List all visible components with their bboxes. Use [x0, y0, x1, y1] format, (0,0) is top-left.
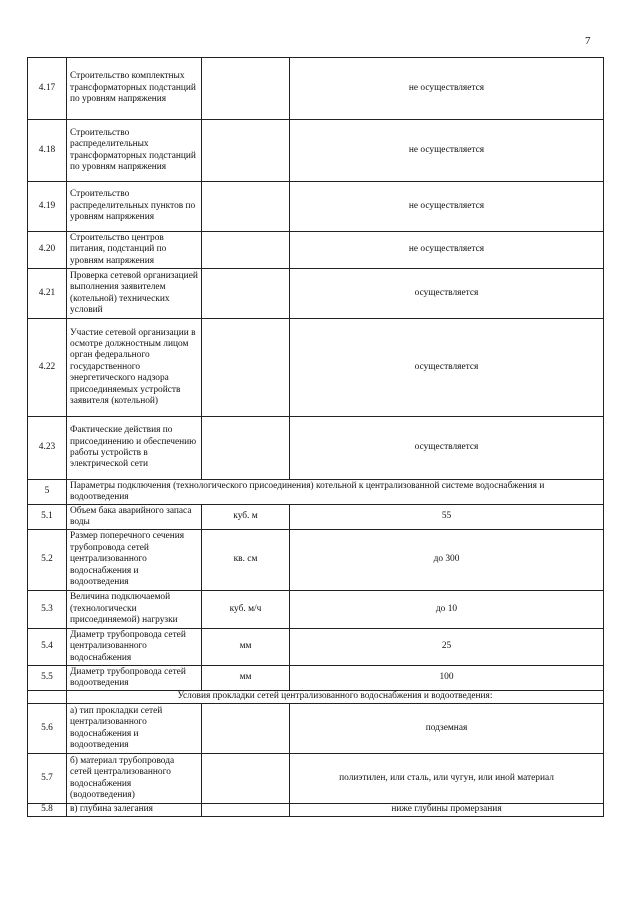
row-name: Диаметр трубопровода сетей централизованного водоснабжения — [67, 629, 202, 666]
row-name: б) материал трубопровода сетей централизованного водоснабжения (водоотведения) — [67, 754, 202, 804]
row-number: 4.17 — [28, 58, 67, 120]
table-row — [28, 505, 604, 530]
row-unit — [202, 417, 290, 480]
row-number: 4.23 — [28, 417, 67, 480]
table-row — [28, 666, 604, 691]
row-value: осуществляется — [290, 319, 604, 417]
table-row — [28, 269, 604, 319]
row-number: 4.21 — [28, 269, 67, 319]
row-name: Проверка сетевой организацией выполнения заявителем (котельной) технических условий — [67, 269, 202, 319]
section-row — [28, 480, 604, 505]
row-unit: мм — [202, 629, 290, 666]
row-unit — [202, 704, 290, 754]
row-number: 4.19 — [28, 182, 67, 232]
table-row — [28, 120, 604, 182]
table-row — [28, 591, 604, 629]
row-unit — [202, 58, 290, 120]
row-value: ниже глубины промерзания — [290, 804, 604, 817]
row-name: Строительство центров питания, подстанций по уровням напряжения — [67, 232, 202, 269]
section-title: Параметры подключения (технологического присоединения) котельной к централизованной системе водоснабжения и водоотведения — [67, 480, 604, 505]
row-value: не осуществляется — [290, 182, 604, 232]
row-number: 5.4 — [28, 629, 67, 666]
row-unit — [202, 232, 290, 269]
row-value: не осуществляется — [290, 232, 604, 269]
row-number: 5.1 — [28, 505, 67, 530]
row-number: 5.8 — [28, 804, 67, 817]
row-unit — [202, 182, 290, 232]
row-value: не осуществляется — [290, 120, 604, 182]
row-name: Величина подключаемой (технологически присоединяемой) нагрузки — [67, 591, 202, 629]
row-unit — [202, 120, 290, 182]
section-title: Условия прокладки сетей централизованного водоснабжения и водоотведения: — [67, 691, 604, 704]
row-unit: мм — [202, 666, 290, 691]
row-value: 55 — [290, 505, 604, 530]
row-value: осуществляется — [290, 269, 604, 319]
row-unit: кв. см — [202, 530, 290, 591]
row-name: Объем бака аварийного запаса воды — [67, 505, 202, 530]
row-number — [28, 691, 67, 704]
table-row — [28, 629, 604, 666]
row-value: до 10 — [290, 591, 604, 629]
row-name: Фактические действия по присоединению и обеспечению работы устройств в электрической сети — [67, 417, 202, 480]
row-value: подземная — [290, 704, 604, 754]
row-unit — [202, 269, 290, 319]
table-row — [28, 232, 604, 269]
row-name: а) тип прокладки сетей централизованного водоснабжения и водоотведения — [67, 704, 202, 754]
row-name: в) глубина залегания — [67, 804, 202, 817]
row-name: Строительство распределительных пунктов по уровням напряжения — [67, 182, 202, 232]
table-row — [28, 417, 604, 480]
table-row — [28, 804, 604, 817]
row-number: 5.7 — [28, 754, 67, 804]
row-name: Диаметр трубопровода сетей водоотведения — [67, 666, 202, 691]
row-unit — [202, 319, 290, 417]
row-number: 4.18 — [28, 120, 67, 182]
table-row — [28, 754, 604, 804]
section-row — [28, 691, 604, 704]
row-name: Строительство комплектных трансформаторных подстанций по уровням напряжения — [67, 58, 202, 120]
table-row — [28, 182, 604, 232]
row-number: 5.5 — [28, 666, 67, 691]
row-value: 25 — [290, 629, 604, 666]
row-number: 5.3 — [28, 591, 67, 629]
row-unit — [202, 754, 290, 804]
row-name: Размер поперечного сечения трубопровода сетей централизованного водоснабжения и водоотведения — [67, 530, 202, 591]
row-value: не осуществляется — [290, 58, 604, 120]
row-unit: куб. м/ч — [202, 591, 290, 629]
row-name: Строительство распределительных трансформаторных подстанций по уровням напряжения — [67, 120, 202, 182]
row-unit: куб. м — [202, 505, 290, 530]
table-row — [28, 704, 604, 754]
table-row — [28, 530, 604, 591]
row-number: 4.20 — [28, 232, 67, 269]
row-number: 5.6 — [28, 704, 67, 754]
table-row — [28, 319, 604, 417]
row-name: Участие сетевой организации в осмотре должностным лицом орган федерального государственного энергетического надзора присоединяемых устройств заявителя (котельной) — [67, 319, 202, 417]
row-value: 100 — [290, 666, 604, 691]
row-number: 5.2 — [28, 530, 67, 591]
row-number: 5 — [28, 480, 67, 505]
table-row — [28, 58, 604, 120]
parameters-table — [27, 57, 604, 817]
row-number: 4.22 — [28, 319, 67, 417]
page-number: 7 — [585, 35, 591, 47]
row-value: полиэтилен, или сталь, или чугун, или иной материал — [290, 754, 604, 804]
row-unit — [202, 804, 290, 817]
row-value: осуществляется — [290, 417, 604, 480]
row-value: до 300 — [290, 530, 604, 591]
